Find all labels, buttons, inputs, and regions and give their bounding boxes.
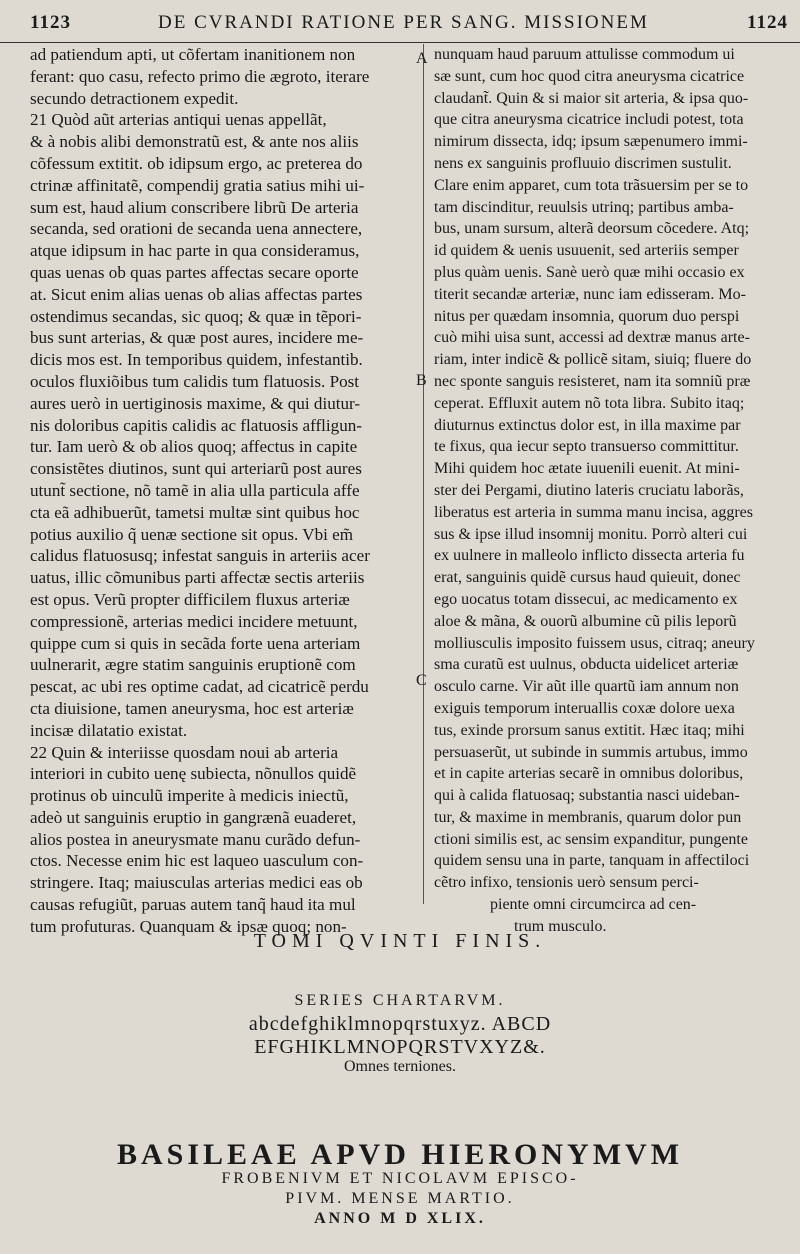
text-line: incisæ dilatatio existat. bbox=[30, 720, 188, 740]
text-line: te fixus, qua iecur septo transuerso committitur. bbox=[434, 438, 739, 456]
text-line: nec sponte sanguis resisteret, nam ita somniũ præ bbox=[434, 372, 751, 390]
text-line: sus & ipse illud insomnij monitu. Porrò alteri cui bbox=[434, 525, 748, 543]
imprint-line-3: PIVM. MENSE MARTIO. bbox=[285, 1190, 515, 1207]
text-line: titerit secandæ arteriæ, nunc iam edisseram. Mo- bbox=[434, 285, 746, 303]
text-line: calidus flatuosusq; infestat sanguis in arteriis acer bbox=[30, 546, 370, 566]
text-line: & à nobis alibi demonstratũ est, & ante nos aliis bbox=[30, 132, 359, 152]
text-line: utunt̃ sectione, nõ tamẽ in alia ulla particula affe bbox=[30, 480, 360, 500]
text-line: cta eã adhibuerũt, tametsi multæ sint quibus hoc bbox=[30, 502, 360, 522]
text-line: aures uerò in uertiginosis maxime, & qui diutur- bbox=[30, 393, 361, 413]
text-line: quippe cum si quis in secãda forte uena arteriam bbox=[30, 633, 361, 653]
finis-line: TOMI QVINTI FINIS. bbox=[253, 930, 547, 952]
text-line: plus quàm uenis. Sanè uerò quæ mihi occasio ex bbox=[434, 263, 745, 281]
text-line: potius auxilio q̃ uenæ sectione sit opus. Vbi em̃ bbox=[30, 524, 354, 544]
text-line: ego uocatus totam dissecui, ac medicamento ex bbox=[434, 590, 738, 608]
text-line: sum est, haud alium conscribere librũ De arteria bbox=[30, 197, 359, 217]
text-line: ceperat. Effluxit autem nõ tota libra. Subito itaq; bbox=[434, 394, 745, 412]
text-line: ostendimus secandas, sic quoq; & quæ in tẽpori- bbox=[30, 306, 362, 326]
text-line: diuturnus extinctus dolor est, in illa maxime par bbox=[434, 416, 741, 434]
text-line: sma curatũ est uulnus, obducta uidelicet arteriæ bbox=[434, 656, 739, 674]
text-line: tum profuturas. Quanquam & ipsæ quoq; non- bbox=[30, 916, 347, 936]
text-line: uatus, illic cõmunibus parti affectæ sectis arteriis bbox=[30, 568, 365, 588]
text-line: 22 Quin & interiisse quosdam noui ab arteria bbox=[30, 742, 339, 762]
text-line: nitus per quædam insomnia, quorum duo perspi bbox=[434, 307, 740, 325]
page-number-right: 1124 bbox=[747, 12, 788, 33]
text-line: nimirum dissecta, idq; ipsum sæpenumero immi- bbox=[434, 133, 748, 151]
text-line: cõfessum extitit. ob idipsum ergo, ac preterea do bbox=[30, 153, 363, 173]
text-line: molliusculis imposito fuissem usus, citraq; aneury bbox=[434, 634, 755, 652]
page-number-left: 1123 bbox=[30, 12, 71, 33]
text-line: claudant̃. Quin & si maior sit arteria, & ipsa quo- bbox=[434, 89, 749, 107]
text-line: cuò mihi uisa sunt, accessi ad dextræ manus arte- bbox=[434, 329, 750, 347]
text-line: Clare enim apparet, cum tota trãsuersim per se to bbox=[434, 176, 749, 194]
text-line: tus, exinde prorsum sanus extitit. Hæc itaq; mihi bbox=[434, 721, 745, 739]
text-line: persuaserũt, ut subinde in summis artubus, immo bbox=[434, 743, 748, 761]
text-line: id quidem & uenis usuuenit, sed arteriis semper bbox=[434, 242, 739, 260]
text-line: aloe & mãna, & ouorũ albumine cũ pilis leporũ bbox=[434, 612, 737, 630]
text-line: causas refugiũt, paruas autem tanq̃ haud ita mul bbox=[30, 895, 356, 915]
text-line: ctos. Necesse enim hic est laqueo uasculum con- bbox=[30, 851, 364, 871]
text-line: cẽtro infixo, tensionis uerò sensum perci- bbox=[434, 874, 699, 892]
register-line-1: abcdefghiklmnopqrstuxyz. ABCD bbox=[248, 1013, 552, 1035]
text-line: ex uulnere in malleolo inflicto dissecta arteria fu bbox=[434, 547, 745, 565]
text-line: consistẽtes diutinos, sunt qui arteriarũ post aures bbox=[30, 459, 362, 479]
text-line: at. Sicut enim alias uenas ob alias affectas partes bbox=[30, 284, 363, 304]
text-line: 21 Quòd aũt arterias antiqui uenas appellãt, bbox=[30, 110, 327, 130]
text-line: osculo carne. Vir aũt ille quartũ iam annum non bbox=[434, 678, 739, 696]
register-line-3: Omnes terniones. bbox=[344, 1058, 456, 1075]
running-title: DE CVRANDI RATIONE PER SANG. MISSIONEM bbox=[158, 12, 649, 33]
text-line: nis doloribus capitis calidis ac flatuosis affligun- bbox=[30, 415, 363, 435]
text-line: adeò ut sanguinis eruptio in gangrænã euaderet, bbox=[30, 807, 357, 827]
text-line: piente omni circumcirca ad cen- bbox=[490, 896, 697, 914]
text-line: alios postea in aneurysmate manu curãdo defun- bbox=[30, 829, 361, 849]
text-line: bus, unam sursum, alterã deorsum cõcedere. Atq; bbox=[434, 220, 750, 238]
text-line: ad patiendum apti, ut cõfertam inanitionem non bbox=[30, 45, 356, 64]
text-line: ster dei Pergami, diutino lateris cruciatu laborãs, bbox=[434, 481, 744, 499]
text-line: dicis mos est. In temporibus quidem, infestantib. bbox=[30, 350, 363, 370]
text-line: ferant: quo casu, refecto primo die ægroto, iterare bbox=[30, 66, 370, 86]
text-line: compressionẽ, arterias medici incidere metuunt, bbox=[30, 611, 358, 631]
text-line: quidem sensu una in parte, tanquam in affectiloci bbox=[434, 852, 750, 870]
register-line-2: EFGHIKLMNOPQRSTVXYZ&. bbox=[254, 1036, 546, 1058]
text-line: qui à calida flatuosaq; substantia nasci uideban- bbox=[434, 787, 740, 805]
imprint-line-1: BASILEAE APVD HIERONYMVM bbox=[116, 1138, 684, 1171]
text-line: nunquam haud paruum attulisse commodum ui bbox=[434, 46, 735, 63]
text-line: liberatus est arteria in summa manu incisa, aggres bbox=[434, 503, 754, 521]
text-line: uulnerarit, ægre statim sanguinis eruptionẽ com bbox=[30, 655, 356, 675]
text-line: nens ex sanguinis profluuio discrimen sustulit. bbox=[434, 154, 732, 172]
text-line: tam discinditur, reuulsis utrinq; partibus amba- bbox=[434, 198, 734, 216]
margin-mark-b: B bbox=[416, 372, 427, 389]
register-heading: SERIES CHARTARVM. bbox=[294, 992, 506, 1009]
text-line: atque idipsum in hac parte in qua consideramus, bbox=[30, 241, 360, 261]
imprint-line-2: FROBENIVM ET NICOLAVM EPISCO- bbox=[221, 1170, 579, 1187]
margin-mark-a: A bbox=[416, 50, 428, 67]
text-line: interiori in cubito uenę subiecta, nõnullos quidẽ bbox=[30, 764, 357, 784]
text-line: Mihi quidem hoc ætate iuuenili euenit. At mini- bbox=[434, 460, 740, 478]
text-line: secundo detractionem expedit. bbox=[30, 88, 239, 108]
text-line: que citra aneurysma cicatrice includi potest, tota bbox=[434, 111, 744, 129]
text-line: sæ sunt, cum hoc quod citra aneurysma cicatrice bbox=[434, 67, 745, 85]
margin-mark-c: C bbox=[416, 672, 427, 689]
text-line: quas uenas ob quas partes affectas secare oporte bbox=[30, 262, 359, 282]
text-line: tur. Iam uerò & ob alios quoq; affectus in capite bbox=[30, 437, 358, 457]
text-line: ctioni similis est, ac sensim expanditur, pungente bbox=[434, 830, 748, 848]
header-rule bbox=[0, 42, 800, 43]
text-line: oculos fluxiõibus tum calidis tum flatuosis. Post bbox=[30, 371, 360, 391]
text-line: tur, & maxime in membranis, quarum dolor pun bbox=[434, 808, 742, 826]
text-line: bus sunt arterias, & quæ post aures, incidere me- bbox=[30, 328, 364, 348]
text-line: erat, sanguinis quidẽ cursus haud quieuit, donec bbox=[434, 569, 741, 587]
text-line: pescat, ac ubi res optime cadat, ad cicatricẽ perdu bbox=[30, 677, 369, 697]
left-text-column bbox=[30, 44, 410, 938]
text-line: ctrinæ affinitatẽ, compendij gratia satius mihi ui- bbox=[30, 175, 365, 195]
text-line: stringere. Itaq; maiusculas arterias medici eas ob bbox=[30, 873, 363, 893]
column-divider bbox=[423, 44, 424, 904]
text-line: protinus ob uinculũ imperite à medicis iniectũ, bbox=[30, 786, 349, 806]
text-line: exiguis temporum interuallis coxæ dolore uexa bbox=[434, 699, 735, 717]
text-line: cta diuisione, tamen aneurysma, hoc est arteriæ bbox=[30, 698, 354, 718]
right-text-column bbox=[434, 44, 774, 938]
running-header bbox=[0, 6, 800, 40]
text-line: secanda, sed orationi de secanda uena annectere, bbox=[30, 219, 363, 239]
imprint-line-4: ANNO M D XLIX. bbox=[314, 1210, 486, 1227]
text-line: riam, inter indicẽ & pollicẽ sitam, siuiq; fluere do bbox=[434, 351, 752, 369]
text-line: et in capite arterias secarẽ in omnibus doloribus, bbox=[434, 765, 744, 783]
text-line: trum musculo. bbox=[514, 917, 607, 935]
text-line: est opus. Verũ propter difficilem fluxus arteriæ bbox=[30, 589, 350, 609]
